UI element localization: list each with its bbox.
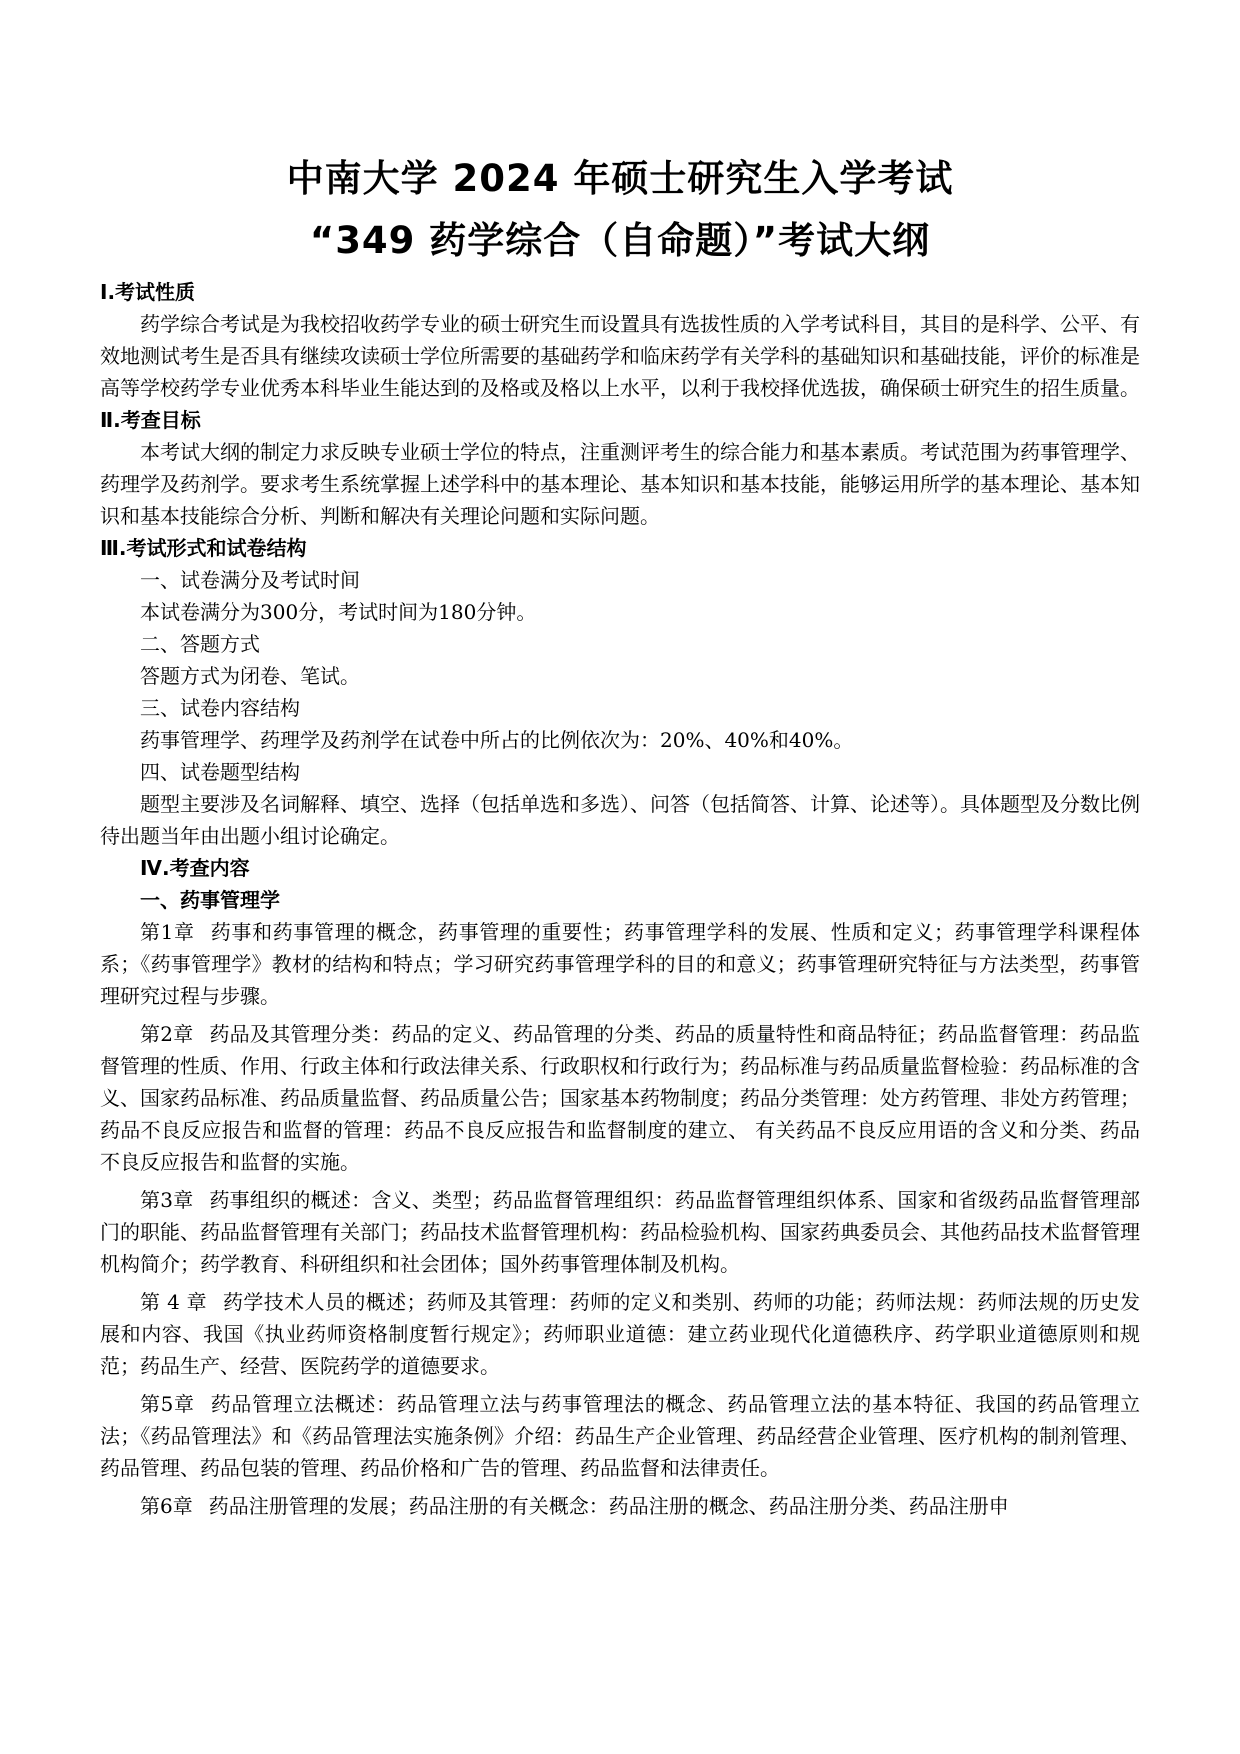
chapter-paragraph [100,916,1140,1012]
section-heading-objectives: Ⅱ.考查目标 [100,408,201,432]
section-heading-nature: Ⅰ.考试性质 [100,280,196,304]
format-item3-title: 三、试卷内容结构 [140,696,300,720]
format-item4-title: 四、试卷题型结构 [140,760,300,784]
chapter-paragraph [100,1490,1140,1522]
section-body-nature: 药学综合考试是为我校招收药学专业的硕士研究生而设置具有选拔性质的入学考试科目，其目的是科学、公平、有效地测试考生是否具有继续攻读硕士学位所需要的基础药学和临床药学有关学科的基础知识和基础技能，评价的标准是高等学校药学专业优秀本科毕业生能达到的及格或及格以上水平，以利于我校择优选拔，确保硕士研究生的招生质量。 [100,312,1140,400]
chapter-text: 药品及其管理分类：药品的定义、药品管理的分类、药品的质量特性和商品特征；药品监督管理：药品监督管理的性质、作用、行政主体和行政法律关系、行政职权和行政行为；药品标准与药品质量监督检验：药品标准的含义、国家药品标准、药品质量监督、药品质量公告；国家基本药物制度；药品分类管理：处方药管理、非处方药管理；药品不良反应报告和监督的管理：药品不良反应报告和监督制度的建立、 有关药品不良反应用语的含义和分类、药品不良反应报告和监督的实施。 [100,1022,1140,1174]
chapter-paragraph [100,1018,1140,1178]
chapter-text: 药学技术人员的概述；药师及其管理：药师的定义和类别、药师的功能；药师法规：药师法规的历史发展和内容、我国《执业药师资格制度暂行规定》；药师职业道德：建立药业现代化道德秩序、药学职业道德原则和规范；药品生产、经营、医院药学的道德要求。 [100,1290,1141,1378]
content-subheading-pharmacy-admin: 一、药事管理学 [140,888,280,912]
format-item1-title: 一、试卷满分及考试时间 [140,568,360,592]
format-item2-body: 答题方式为闭卷、笔试。 [140,664,360,688]
chapter-text: 药品注册管理的发展；药品注册的有关概念：药品注册的概念、药品注册分类、药品注册申 [208,1494,1009,1518]
chapter-label: 第6章 [140,1494,193,1518]
document-page [100,150,1140,1528]
format-item1-body: 本试卷满分为300分，考试时间为180分钟。 [140,600,537,624]
chapter-label: 第3章 [140,1188,194,1212]
chapter-label: 第2章 [140,1022,194,1046]
format-item2-title: 二、答题方式 [140,632,260,656]
section-heading-format: Ⅲ.考试形式和试卷结构 [100,536,307,560]
chapter-label: 第1章 [140,920,195,944]
chapter-text: 药事组织的概述：含义、类型；药品监督管理组织：药品监督管理组织体系、国家和省级药品监督管理部门的职能、药品监督管理有关部门；药品技术监督管理机构：药品检验机构、国家药典委员会、其他药品技术监督管理机构简介；药学教育、科研组织和社会团体；国外药事管理体制及机构。 [100,1188,1140,1276]
chapter-label: 第5章 [140,1392,195,1416]
format-item4-body: 题型主要涉及名词解释、填空、选择（包括单选和多选）、问答（包括简答、计算、论述等）。具体题型及分数比例待出题当年由出题小组讨论确定。 [100,792,1140,848]
format-item3-body: 药事管理学、药理学及药剂学在试卷中所占的比例依次为：20%、40%和40%。 [140,728,854,752]
section-heading-content: Ⅳ.考查内容 [140,856,250,880]
chapter-label: 第 4 章 [140,1290,207,1314]
chapter-text: 药品管理立法概述：药品管理立法与药事管理法的概念、药品管理立法的基本特征、我国的药品管理立法；《药品管理法》和《药品管理法实施条例》介绍：药品生产企业管理、药品经营企业管理、医疗机构的制剂管理、药品管理、药品包装的管理、药品价格和广告的管理、药品监督和法律责任。 [100,1392,1141,1480]
chapter-paragraph [100,1184,1140,1280]
chapter-text: 药事和药事管理的概念，药事管理的重要性；药事管理学科的发展、性质和定义；药事管理学科课程体系；《药事管理学》教材的结构和特点；学习研究药事管理学科的目的和意义；药事管理研究特征与方法类型，药事管理研究过程与步骤。 [100,920,1141,1008]
document-title-line2: “349 药学综合（自命题）”考试大纲 [309,219,931,262]
chapter-paragraph [100,1286,1140,1382]
section-body-objectives: 本考试大纲的制定力求反映专业硕士学位的特点，注重测评考生的综合能力和基本素质。考试范围为药事管理学、药理学及药剂学。要求考生系统掌握上述学科中的基本理论、基本知识和基本技能，能够运用所学的基本理论、基本知识和基本技能综合分析、判断和解决有关理论问题和实际问题。 [100,440,1140,528]
chapter-paragraph [100,1388,1140,1484]
document-title-line1: 中南大学 2024 年硕士研究生入学考试 [286,157,954,200]
